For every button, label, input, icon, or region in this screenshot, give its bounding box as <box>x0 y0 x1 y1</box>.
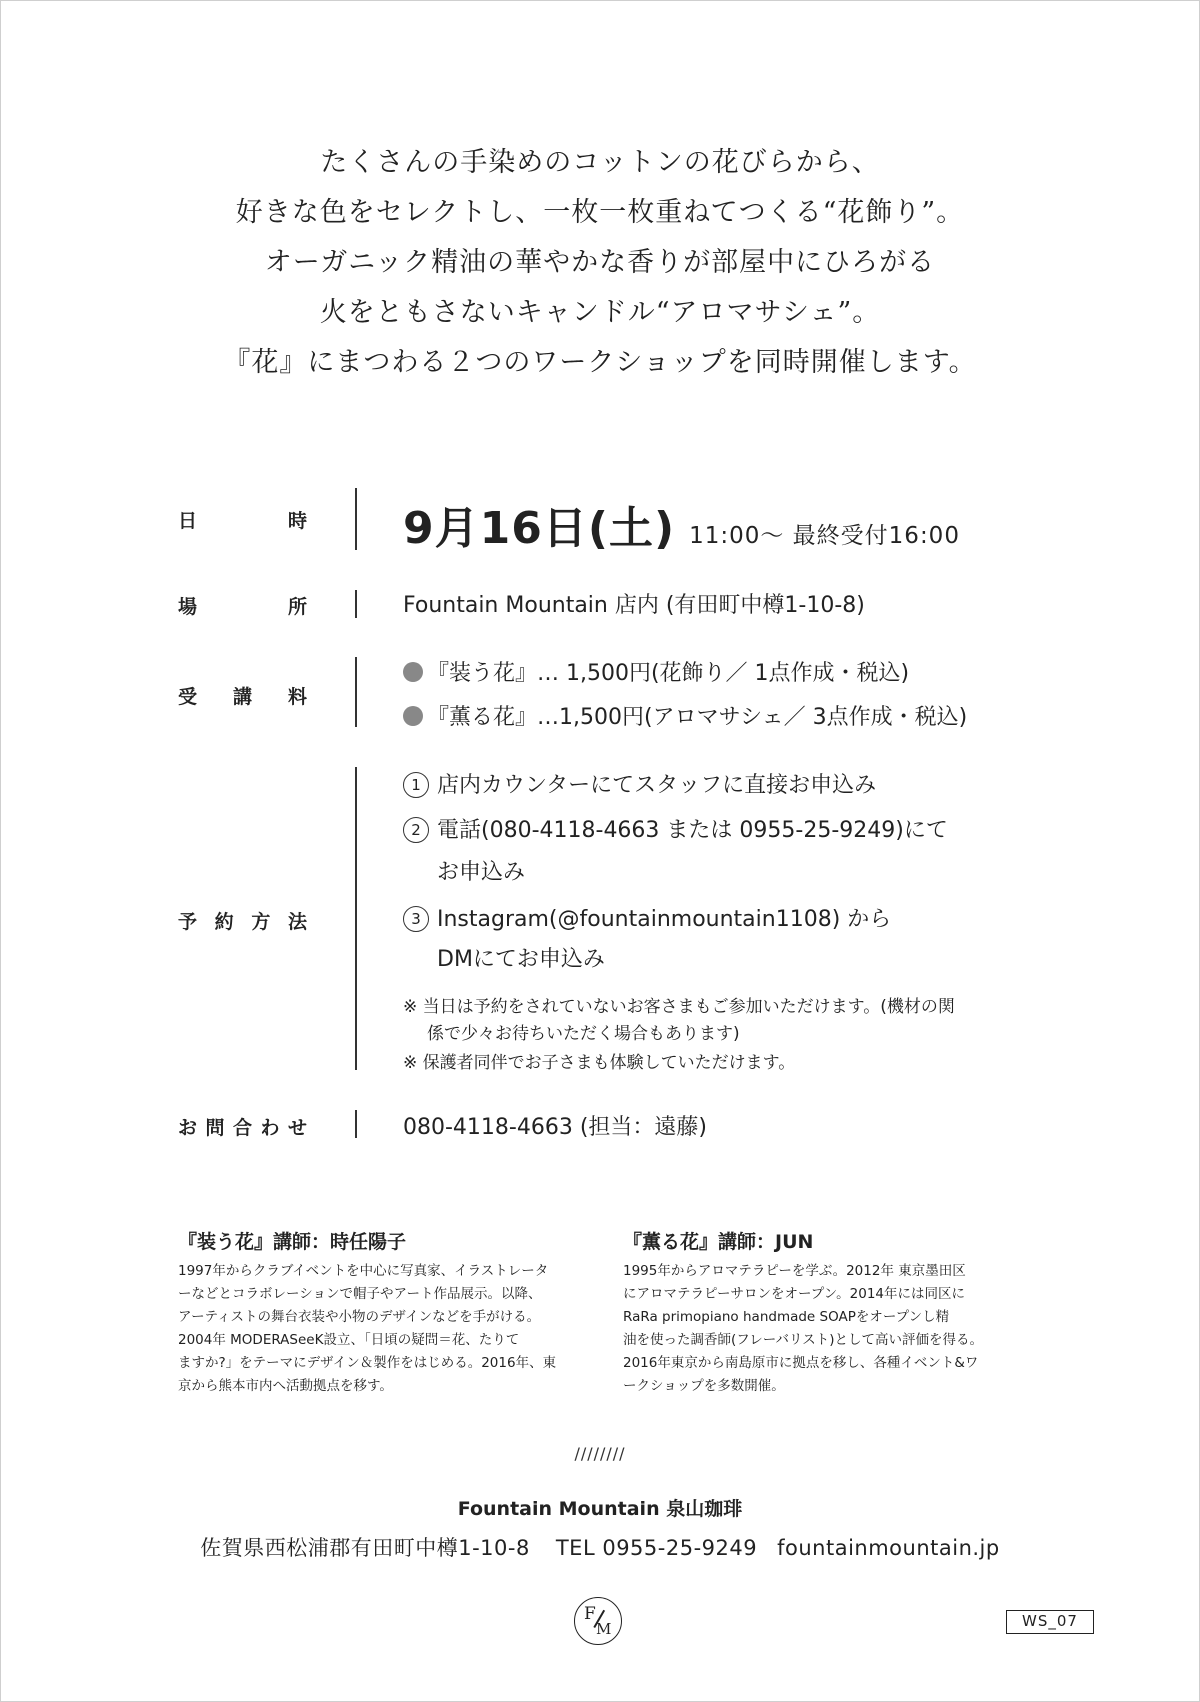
bio-line: 京から熊本市内へ活動拠点を移す。 <box>178 1378 393 1394</box>
intro-line: たくさんの手染めのコットンの花びらから、 <box>320 147 880 178</box>
fee-item-text: 『薫る花』…1,500円(アロマサシェ／ 3点作成・税込) <box>427 705 968 730</box>
bio-line: RaRa primopiano handmade SOAPをオープンし精 <box>623 1309 950 1325</box>
label-char: 法 <box>287 911 308 933</box>
circled-number: 3 <box>403 906 429 932</box>
reserve-method <box>403 902 891 933</box>
bio-line: 1997年からクラブイベントを中心に写真家、イラストレータ <box>178 1263 549 1279</box>
bio-line: ますか?」をテーマにデザイン＆製作をはじめる。2016年、東 <box>178 1355 557 1371</box>
label-char: わ <box>260 1117 281 1139</box>
label-char: 場 <box>178 596 199 618</box>
label-char: 日 <box>178 510 199 532</box>
circled-number: 2 <box>403 817 429 843</box>
bio-line: ークショップを多数開催。 <box>623 1378 785 1394</box>
fee-item <box>403 656 909 687</box>
document-code: WS_07 <box>1006 1610 1094 1634</box>
intro-line: 好きな色をセレクトし、一枚一枚重ねてつくる“花飾り”。 <box>235 197 965 228</box>
datetime-value <box>403 492 960 556</box>
label-char: 所 <box>287 596 308 618</box>
logo-letter-m: M <box>596 1620 612 1638</box>
bio-line: 油を使った調香師(フレーバリスト)として高い評価を得る。 <box>623 1332 984 1348</box>
bio-line: 1995年からアロマテラピーを学ぶ。2012年 東京墨田区 <box>623 1263 966 1279</box>
reserve-method-text: 電話(080-4118-4663 または 0955-25-9249)にて <box>437 818 948 843</box>
label-char: 約 <box>214 911 235 933</box>
instructor-bio <box>178 1260 556 1398</box>
label-char: 方 <box>251 911 272 933</box>
contact-divider <box>355 1110 357 1138</box>
label-char: お <box>178 1117 199 1139</box>
shop-address: 佐賀県西松浦郡有田町中樽1-10-8 <box>200 1536 530 1560</box>
label-char: 問 <box>205 1117 226 1139</box>
reserve-note: ※ 当日は予約をされていないお客さまもご参加いただけます。(機材の関 <box>403 997 955 1017</box>
datetime-label <box>178 506 308 533</box>
intro-text <box>0 138 1200 388</box>
bio-line: にアロマテラピーサロンをオープン。2014年には同区に <box>623 1286 966 1302</box>
bio-line: ーなどとコラボレーションで帽子やアート作品展示。以降、 <box>178 1286 542 1302</box>
bio-line: 2004年 MODERASeeK設立、「日頃の疑問＝花、たりて <box>178 1332 520 1348</box>
fee-item <box>403 700 967 731</box>
bullet-dot <box>403 662 423 682</box>
event-time: 11:00〜 最終受付16:00 <box>689 523 960 549</box>
bullet-dot <box>403 706 423 726</box>
intro-line: オーガニック精油の華やかな香りが部屋中にひろがる <box>264 247 936 278</box>
intro-line: 『花』にまつわる２つのワークショップを同時開催します。 <box>223 347 977 378</box>
label-char: 講 <box>232 686 253 708</box>
shop-site-link[interactable]: fountainmountain.jp <box>777 1536 1000 1560</box>
reserve-method-cont: DMにてお申込み <box>437 947 605 972</box>
footer-divider: //////// <box>574 1444 626 1463</box>
fee-label <box>178 682 308 709</box>
logo-letter-f: F <box>584 1604 596 1624</box>
instructor-bio <box>623 1260 983 1398</box>
reserve-note: 係で少々お待ちいただく場合もあります) <box>427 1024 740 1044</box>
reserve-note: ※ 保護者同伴でお子さまも体験していただけます。 <box>403 1053 796 1073</box>
intro-line: 火をともさないキャンドル“アロマサシェ”。 <box>319 297 881 328</box>
reserve-method <box>403 768 876 799</box>
circled-number: 1 <box>403 772 429 798</box>
label-char: 合 <box>232 1117 253 1139</box>
label-char: 料 <box>287 686 308 708</box>
reserve-label <box>178 907 308 934</box>
fee-divider <box>355 657 357 727</box>
datetime-divider <box>355 488 357 550</box>
fee-item-text: 『装う花』… 1,500円(花飾り／ 1点作成・税込) <box>427 661 910 686</box>
contact-label <box>178 1113 308 1140</box>
label-char: 予 <box>178 911 199 933</box>
instructor-title: 『装う花』講師：時任陽子 <box>178 1231 407 1253</box>
reserve-method-cont: お申込み <box>437 860 526 885</box>
contact-value: 080-4118-4663 (担当：遠藤) <box>403 1115 708 1140</box>
reserve-method-text: Instagram(@fountainmountain1108) から <box>437 907 892 932</box>
place-label <box>178 592 308 619</box>
fm-logo-icon <box>574 1597 622 1645</box>
shop-tel: TEL 0955-25-9249 <box>555 1536 758 1560</box>
reserve-method <box>403 813 948 844</box>
bio-line: 2016年東京から南島原市に拠点を移し、各種イベント&ワ <box>623 1355 979 1371</box>
label-char: 受 <box>178 686 199 708</box>
place-divider <box>355 590 357 618</box>
shop-name: Fountain Mountain 泉山珈琲 <box>457 1498 743 1520</box>
event-date: 9月16日(土) <box>403 503 676 554</box>
label-char: せ <box>287 1117 308 1139</box>
shop-contact <box>0 1532 1200 1562</box>
place-value: Fountain Mountain 店内 (有田町中樽1-10-8) <box>403 593 865 618</box>
reserve-method-text: 店内カウンターにてスタッフに直接お申込み <box>437 773 877 798</box>
instructor-title: 『薫る花』講師：JUN <box>623 1231 814 1253</box>
bio-line: アーティストの舞台衣装や小物のデザインなどを手がける。 <box>178 1309 541 1325</box>
reserve-divider <box>355 767 357 1070</box>
label-char: 時 <box>287 510 308 532</box>
